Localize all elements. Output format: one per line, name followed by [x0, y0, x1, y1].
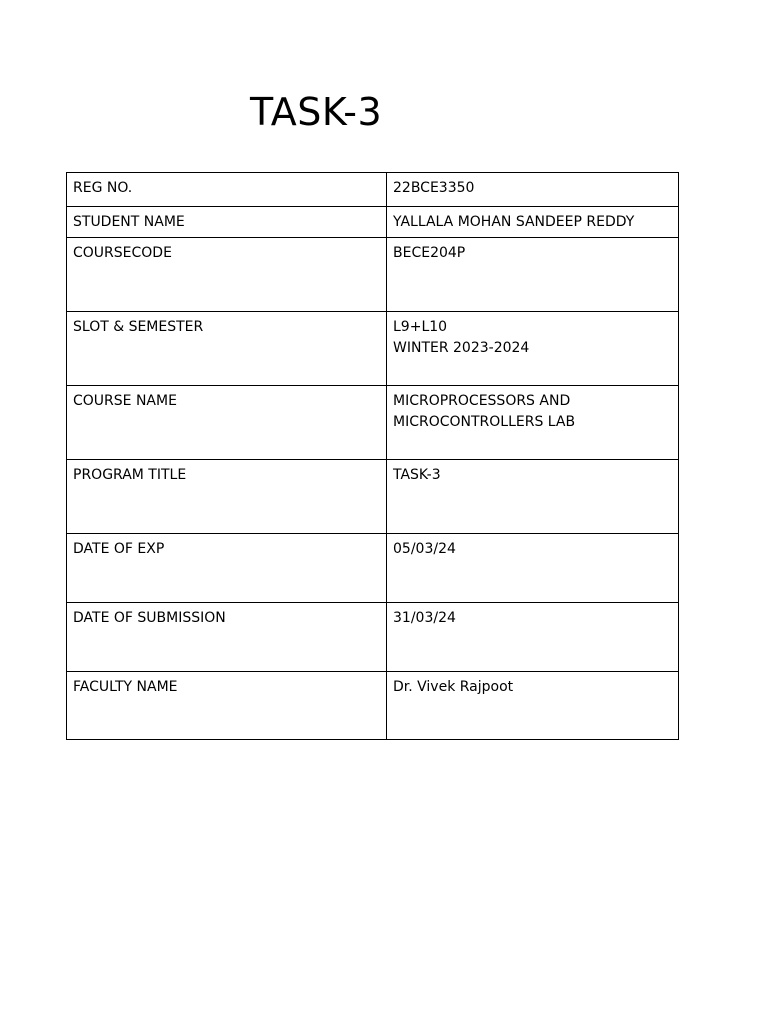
table-row-reg-no [67, 173, 679, 207]
slot-semester-label: SLOT & SEMESTER [67, 312, 387, 386]
course-name-label: COURSE NAME [67, 386, 387, 460]
date-of-submission-value [387, 603, 679, 672]
date-of-exp-label: DATE OF EXP [67, 534, 387, 603]
coursecode-value-line: BECE204P [393, 245, 466, 261]
info-table [66, 172, 679, 740]
student-name-label: STUDENT NAME [67, 207, 387, 238]
coursecode-label: COURSECODE [67, 238, 387, 312]
table-row-program-title [67, 460, 679, 534]
reg-no-label: REG NO. [67, 173, 387, 207]
table-row-faculty-name [67, 672, 679, 740]
faculty-name-value-line: Dr. Vivek Rajpoot [393, 679, 514, 695]
student-name-value-line: YALLALA MOHAN SANDEEP REDDY [393, 214, 635, 230]
date-of-exp-value-line: 05/03/24 [393, 541, 456, 557]
date-of-submission-label: DATE OF SUBMISSION [67, 603, 387, 672]
program-title-label: PROGRAM TITLE [67, 460, 387, 534]
course-name-value-line-2: MICROCONTROLLERS LAB [393, 414, 576, 430]
table-row-date-of-exp [67, 534, 679, 603]
table-row-course-name [67, 386, 679, 460]
slot-semester-value [387, 312, 679, 386]
student-name-value [387, 207, 679, 238]
table-row-slot-semester [67, 312, 679, 386]
reg-no-value [387, 173, 679, 207]
program-title-value [387, 460, 679, 534]
course-name-value-line-1: MICROPROCESSORS AND [393, 393, 571, 409]
slot-value-line: L9+L10 [393, 319, 448, 335]
faculty-name-label: FACULTY NAME [67, 672, 387, 740]
coursecode-value [387, 238, 679, 312]
faculty-name-value [387, 672, 679, 740]
semester-value-line: WINTER 2023-2024 [393, 340, 530, 356]
date-of-submission-value-line: 31/03/24 [393, 610, 456, 626]
reg-no-value-line: 22BCE3350 [393, 180, 475, 196]
date-of-exp-value [387, 534, 679, 603]
program-title-value-line: TASK-3 [393, 467, 441, 483]
table-row-coursecode [67, 238, 679, 312]
table-row-student-name [67, 207, 679, 238]
page-title: TASK-3 [250, 90, 383, 134]
table-row-date-of-submission [67, 603, 679, 672]
course-name-value [387, 386, 679, 460]
